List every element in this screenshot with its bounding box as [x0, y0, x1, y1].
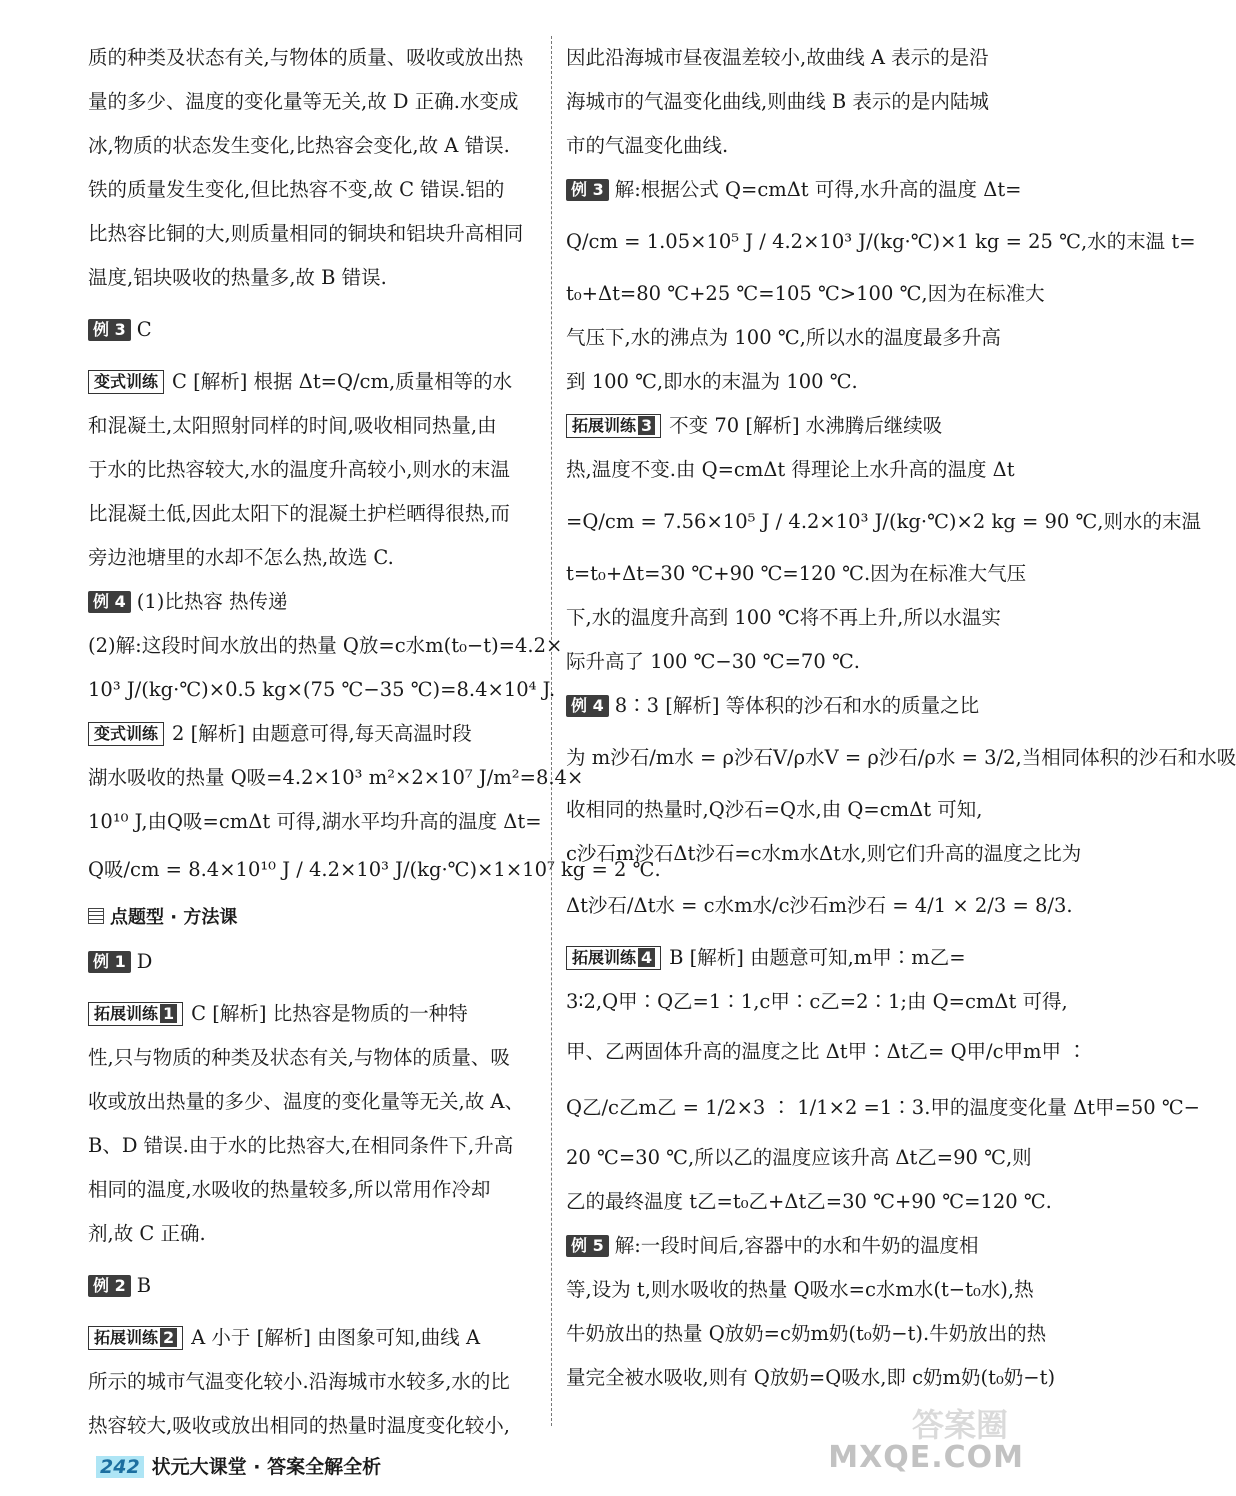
formula-line: 甲、乙两固体升高的温度之比 Δt甲∶Δt乙= Q甲/c甲m甲 ∶ — [566, 1040, 1087, 1063]
text-line: 气压下,水的沸点为 100 ℃,所以水的温度最多升高 — [566, 326, 1001, 349]
text-line: 量的多少、温度的变化量等无关,故 D 正确.水变成 — [88, 90, 519, 113]
example-1-answer: 例 1 D — [88, 940, 540, 984]
example-label: 例 3 — [88, 319, 131, 341]
text-line: 温度,铝块吸收的热量多,故 B 错误. — [88, 266, 387, 289]
example-label: 例 1 — [88, 951, 131, 973]
text-line: 3∶2,Q甲∶Q乙=1∶1,c甲∶c乙=2∶1;由 Q=cmΔt 可得, — [566, 990, 1068, 1013]
example-4: 例 4 (1)比热容 热传递 — [88, 580, 540, 624]
text-line: B、D 错误.由于水的比热容大,在相同条件下,升高 — [88, 1134, 514, 1157]
column-divider — [551, 36, 552, 1426]
page-footer — [96, 1452, 381, 1479]
text-line: 冰,物质的状态发生变化,比热容会变化,故 A 错误. — [88, 134, 510, 157]
text-line: 下,水的温度升高到 100 ℃将不再上升,所以水温实 — [566, 606, 1001, 629]
example-label: 例 2 — [88, 1275, 131, 1297]
text-line: 收或放出热量的多少、温度的变化量等无关,故 A、 — [88, 1090, 524, 1113]
extension-training-2: 拓展训练 2 A 小于 [解析] 由图象可知,曲线 A — [88, 1316, 540, 1360]
text-line: 10¹⁰ J,由Q吸=cmΔt 可得,湖水平均升高的温度 Δt= — [88, 810, 542, 833]
text-line: 比热容比铜的大,则质量相同的铜块和铝块升高相同 — [88, 222, 524, 245]
variant-label: 变式训练 — [88, 722, 164, 746]
watermark-logo: 答案圈 — [911, 1406, 1008, 1444]
text-line: 比混凝土低,因此太阳下的混凝土护栏晒得很热,而 — [88, 502, 510, 525]
formula-line: Q乙/c乙m乙 = 1/2×3 ∶ 1/1×2 =1∶3.甲的温度变化量 Δt甲=50 ℃− — [566, 1096, 1201, 1119]
text-line: 牛奶放出的热量 Q放奶=c奶m奶(t₀奶−t).牛奶放出的热 — [566, 1322, 1047, 1345]
text-line: 收相同的热量时,Q沙石=Q水,由 Q=cmΔt 可知, — [566, 798, 983, 821]
watermark-text: MXQE.COM — [828, 1440, 1024, 1475]
extension-training-3: 拓展训练 3 不变 70 [解析] 水沸腾后继续吸 — [566, 404, 1018, 448]
text-line: 等,设为 t,则水吸收的热量 Q吸水=c水m水(t−t₀水),热 — [566, 1278, 1034, 1301]
example-3: 例 3 解:根据公式 Q=cmΔt 可得,水升高的温度 Δt= — [566, 168, 1018, 212]
right-column — [566, 36, 1236, 1400]
text-line: t₀+Δt=80 ℃+25 ℃=105 ℃>100 ℃,因为在标准大 — [566, 282, 1045, 305]
text-line: 市的气温变化曲线. — [566, 134, 729, 157]
formula-line: Q/cm = 1.05×10⁵ J / 4.2×10³ J/(kg·℃)×1 kg = 25 ℃,水的末温 t= — [566, 230, 1196, 253]
variant-label: 变式训练 — [88, 370, 164, 394]
footer-title: 状元大课堂 · 答案全解全析 — [151, 1456, 382, 1478]
text-line: 量完全被水吸收,则有 Q放奶=Q吸水,即 c奶m奶(t₀奶−t) — [566, 1366, 1056, 1389]
formula-line: 为 m沙石/m水 = ρ沙石V/ρ水V = ρ沙石/ρ水 = 3/2,当相同体积的沙石和水吸 — [566, 746, 1236, 769]
text-line: 10³ J/(kg·℃)×0.5 kg×(75 ℃−35 ℃)=8.4×10⁴ J. — [88, 678, 556, 701]
example-label: 例 4 — [566, 695, 609, 717]
text-line: 乙的最终温度 t乙=t₀乙+Δt乙=30 ℃+90 ℃=120 ℃. — [566, 1190, 1052, 1213]
variant-training-2: 变式训练 2 [解析] 由题意可得,每天高温时段 — [88, 712, 540, 756]
text-line: 旁边池塘里的水却不怎么热,故选 C. — [88, 546, 394, 569]
text-line: 热,温度不变.由 Q=cmΔt 得理论上水升高的温度 Δt — [566, 458, 1015, 481]
text-line: 于水的比热容较大,水的温度升高较小,则水的末温 — [88, 458, 510, 481]
text-line: c沙石m沙石Δt沙石=c水m水Δt水,则它们升高的温度之比为 — [566, 842, 1082, 865]
text-line: 所示的城市气温变化较小.沿海城市水较多,水的比 — [88, 1370, 510, 1393]
formula-line: Q吸/cm = 8.4×10¹⁰ J / 4.2×10³ J/(kg·℃)×1×10⁷ kg = 2 ℃. — [88, 858, 661, 881]
formula-line: Δt沙石/Δt水 = c水m水/c沙石m沙石 = 4/1 × 2/3 = 8/3. — [566, 894, 1073, 917]
text-line: 和混凝土,太阳照射同样的时间,吸收相同热量,由 — [88, 414, 497, 437]
text-line: (2)解:这段时间水放出的热量 Q放=c水m(t₀−t)=4.2× — [88, 634, 563, 657]
text-line: t=t₀+Δt=30 ℃+90 ℃=120 ℃.因为在标准大气压 — [566, 562, 1027, 585]
extension-label: 拓展训练 1 — [88, 1002, 183, 1026]
example-3-answer: 例 3 C — [88, 308, 540, 352]
text-line: 质的种类及状态有关,与物体的质量、吸收或放出热 — [88, 46, 524, 69]
formula-line: =Q/cm = 7.56×10⁵ J / 4.2×10³ J/(kg·℃)×2 kg = 90 ℃,则水的末温 — [566, 510, 1202, 533]
example-label: 例 3 — [566, 179, 609, 201]
example-5: 例 5 解:一段时间后,容器中的水和牛奶的温度相 — [566, 1224, 1018, 1268]
text-line: 20 ℃=30 ℃,所以乙的温度应该升高 Δt乙=90 ℃,则 — [566, 1146, 1032, 1169]
text-line: 到 100 ℃,即水的末温为 100 ℃. — [566, 370, 858, 393]
text-line: 性,只与物质的种类及状态有关,与物体的质量、吸 — [88, 1046, 510, 1069]
example-4: 例 4 8∶3 [解析] 等体积的沙石和水的质量之比 — [566, 684, 1018, 728]
extension-label: 拓展训练 3 — [566, 414, 661, 438]
text-line: 剂,故 C 正确. — [88, 1222, 206, 1245]
text-line: 热容较大,吸收或放出相同的热量时温度变化较小, — [88, 1414, 510, 1437]
section-title: 点题型 · 方法课 — [88, 896, 540, 940]
text-line: 铁的质量发生变化,但比热容不变,故 C 错误.铝的 — [88, 178, 505, 201]
example-label: 例 5 — [566, 1235, 609, 1257]
example-label: 例 4 — [88, 591, 131, 613]
example-2-answer: 例 2 B — [88, 1264, 540, 1308]
book-icon — [88, 908, 104, 924]
text-line: 海城市的气温变化曲线,则曲线 B 表示的是内陆城 — [566, 90, 989, 113]
extension-label: 拓展训练 2 — [88, 1326, 183, 1350]
extension-training-4: 拓展训练 4 B [解析] 由题意可知,m甲∶m乙= — [566, 936, 1018, 980]
text-line: 相同的温度,水吸收的热量较多,所以常用作冷却 — [88, 1178, 491, 1201]
page-number: 242 — [96, 1456, 144, 1478]
text-line: 际升高了 100 ℃−30 ℃=70 ℃. — [566, 650, 860, 673]
text-line: 因此沿海城市昼夜温差较小,故曲线 A 表示的是沿 — [566, 46, 989, 69]
text-line: 湖水吸收的热量 Q吸=4.2×10³ m²×2×10⁷ J/m²=8.4× — [88, 766, 584, 789]
extension-label: 拓展训练 4 — [566, 946, 661, 970]
extension-training-1: 拓展训练 1 C [解析] 比热容是物质的一种特 — [88, 992, 540, 1036]
variant-training-1: 变式训练 C [解析] 根据 Δt=Q/cm,质量相等的水 — [88, 360, 540, 404]
